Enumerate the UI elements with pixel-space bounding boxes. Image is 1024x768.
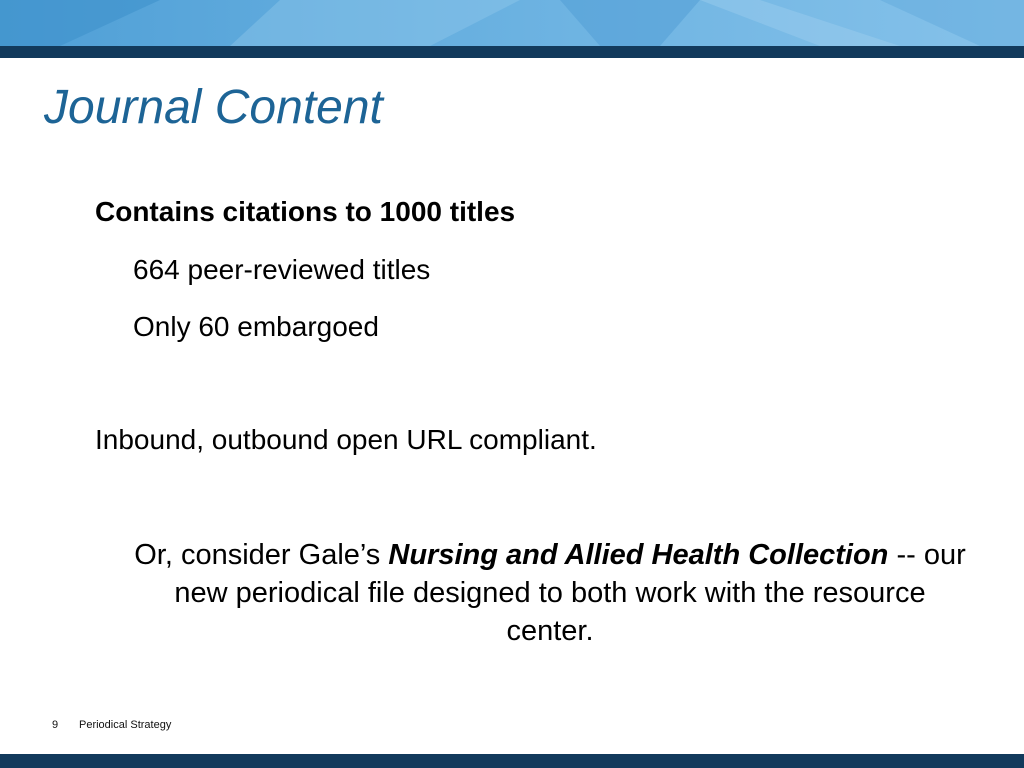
closing-suffix: -- our new periodical file designed to both work with the resource center. bbox=[174, 539, 966, 647]
bullet-peer-reviewed: 664 peer-reviewed titles bbox=[133, 254, 431, 285]
closing-paragraph bbox=[130, 536, 970, 650]
bullet-citations: Contains citations to 1000 titles bbox=[95, 196, 516, 227]
bullet-open-url: Inbound, outbound open URL compliant. bbox=[95, 424, 597, 455]
bullet-embargoed: Only 60 embargoed bbox=[133, 311, 379, 342]
header-banner bbox=[0, 0, 1024, 46]
header-rule bbox=[0, 46, 1024, 58]
slide-title: Journal Content bbox=[44, 81, 383, 134]
collection-name: Nursing and Allied Health Collection bbox=[388, 539, 889, 571]
footer-rule bbox=[0, 754, 1024, 768]
footer-label: Periodical Strategy bbox=[79, 719, 172, 731]
closing-prefix: Or, consider Gale’s bbox=[134, 539, 389, 571]
banner-decoration bbox=[0, 0, 1024, 46]
page-number: 9 bbox=[52, 719, 59, 731]
